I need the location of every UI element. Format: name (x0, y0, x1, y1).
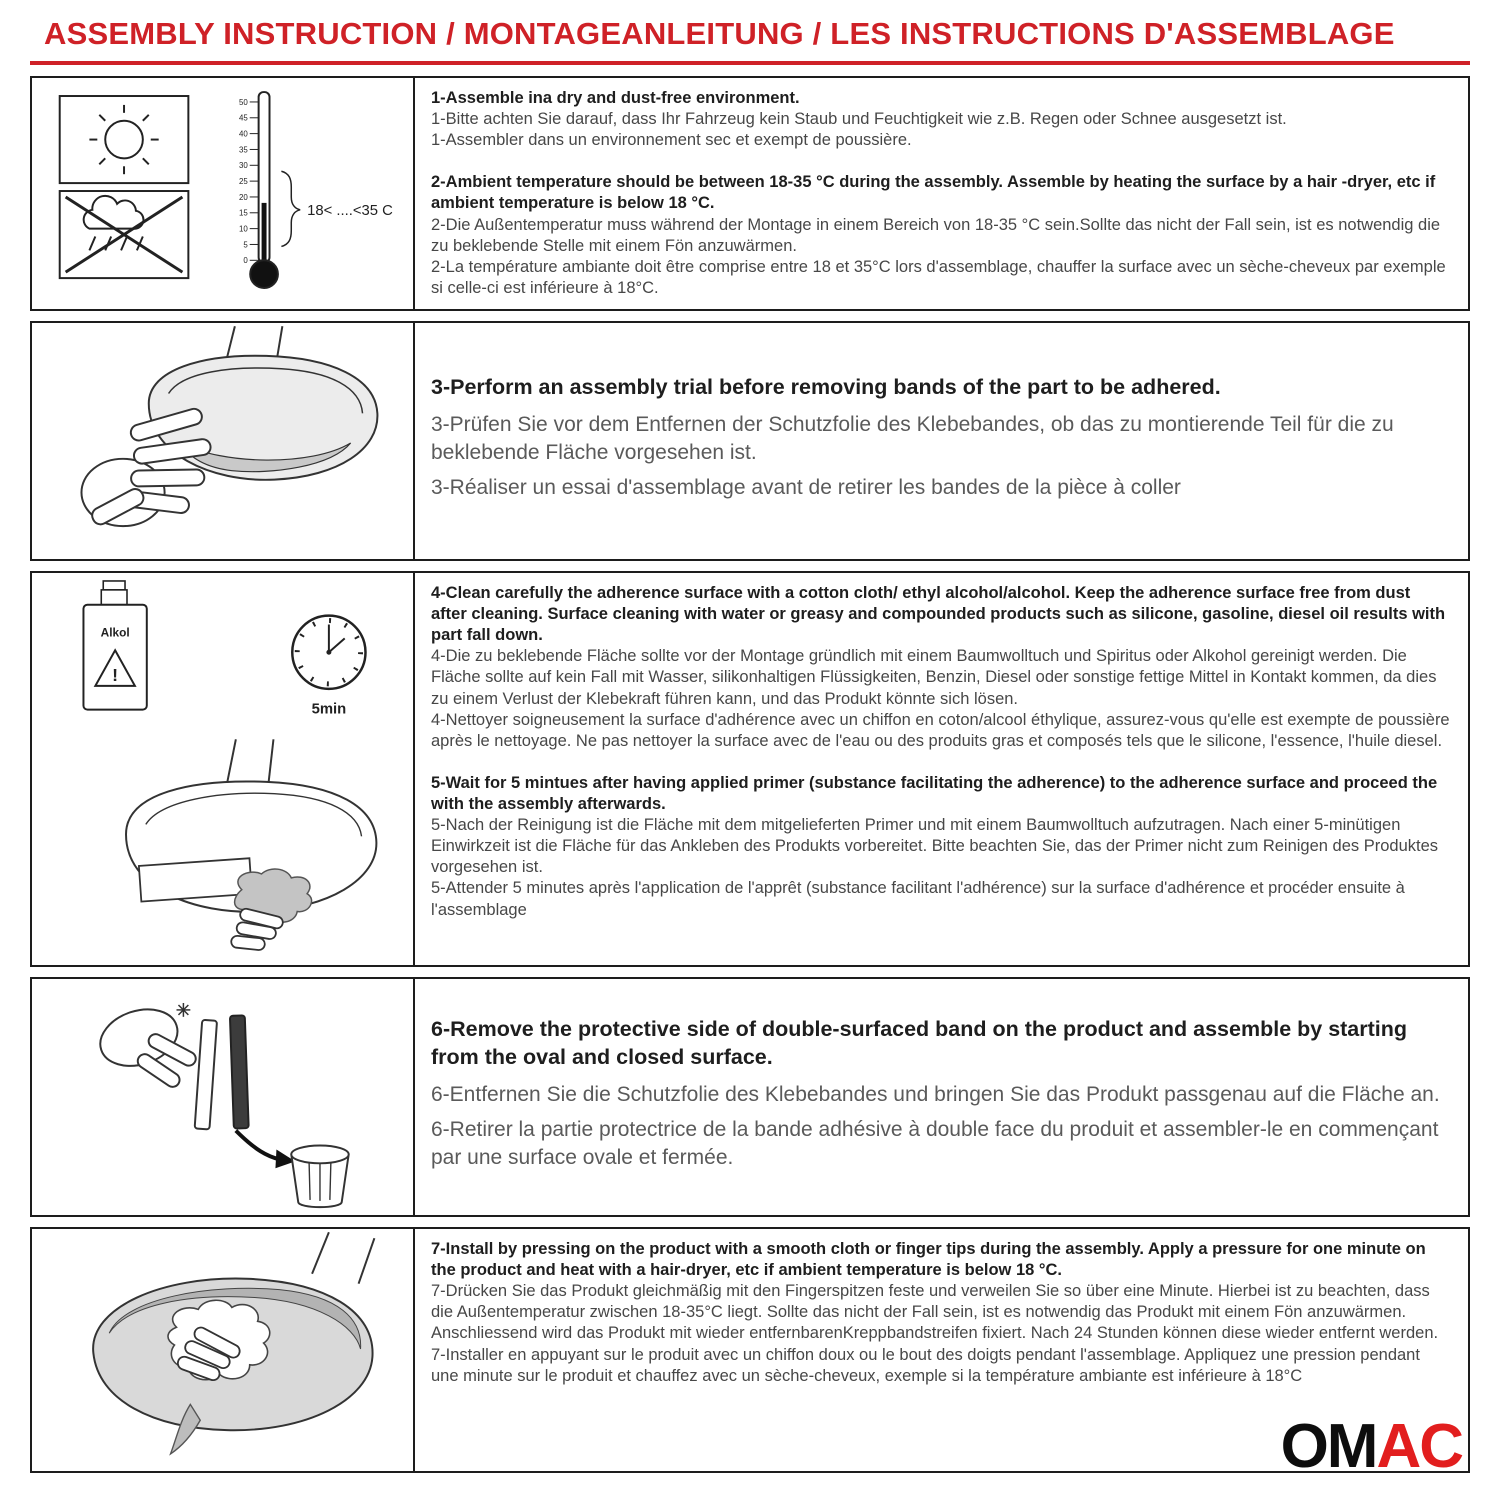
press-install-illustration (30, 1227, 415, 1473)
instruction-en: 4-Clean carefully the adherence surface with a cotton cloth/ ethyl alcohol/alcohol. Keep the adherence surface free from dust after cleaning. Surface cleaning with water or greasy and compounded products such as silicone, gasoline, diesel oil results with part fall down. (431, 583, 1446, 645)
section-remove-protective-band (30, 977, 1470, 1217)
warning-mark: ! (112, 664, 119, 685)
temperature-range-label: 18< ....<35 C (307, 202, 393, 219)
no-rain-icon (60, 191, 189, 278)
thermometer-tick-label: 5 (243, 240, 248, 250)
instruction-fr: 3-Réaliser un essai d'assemblage avant de retirer les bandes de la pièce à coller (431, 475, 1181, 499)
alcohol-bottle-icon (83, 581, 146, 710)
arrow-icon (236, 1131, 295, 1169)
section-1-text (415, 76, 1470, 311)
page-title: ASSEMBLY INSTRUCTION / MONTAGEANLEITUNG / LES INSTRUCTIONS D'ASSEMBLAGE (44, 16, 1395, 51)
cleaning-primer-illustration (30, 571, 415, 967)
cleaning-primer-svg (32, 573, 413, 965)
thermometer-tick-label: 40 (238, 129, 248, 139)
thermometer-tick-label: 0 (243, 256, 248, 266)
thermometer-tick-label: 20 (238, 192, 248, 202)
instruction-fr: 2-La température ambiante doit être comprise entre 18 et 35°C lors d'assemblage, chauffer la surface avec un sèche-cheveux par exemple si celle-ci est inférieure à 18°C. (431, 257, 1446, 297)
sun-icon (60, 96, 189, 183)
mirror-cleaning-icon (126, 739, 376, 950)
instruction-fr: 5-Attender 5 minutes après l'application de l'apprêt (substance facilitant l'adhérence) sur la surface d'adhérence et procéder ensuite à l'assemblage (431, 879, 1405, 919)
clock-duration-label: 5min (311, 701, 347, 718)
instruction-de: 3-Prüfen Sie vor dem Entfernen der Schutzfolie des Klebebandes, ob das zu montierende Teil für die zu beklebende Fläche vorgesehen ist. (431, 412, 1394, 464)
instruction-de: 5-Nach der Reinigung ist die Fläche mit dem mitgelieferten Primer und mit einem Baumwolltuch aufzutragen. Nach einer 5-minütigen Einwirkzeit ist die Fläche für das Ankleben des Produkts vorbereitet. Bitte beachten Sie, das der Primer nicht zum Reinigen des Produktes vorgesehen ist. (431, 816, 1439, 877)
clock-icon (292, 616, 365, 718)
environment-temperature-illustration (30, 76, 415, 311)
thermometer-tick-label: 15 (238, 208, 248, 218)
assembly-trial-illustration (30, 321, 415, 561)
instruction-fr: 7-Installer en appuyant sur le produit avec un chiffon doux ou le bout des doigts pendant l'assemblage. Appliquez une pression pendant une minute sur le produit et chauffez avec un sèche-cheveux, exemple si la température ambiante est inférieure à 18°C (431, 1345, 1420, 1385)
thermometer-tick-label: 25 (238, 177, 248, 187)
instruction-en: 3-Perform an assembly trial before removing bands of the part to be adhered. (431, 374, 1221, 399)
section-assembly-trial (30, 321, 1470, 561)
remove-band-illustration (30, 977, 415, 1217)
section-environment-temperature (30, 76, 1470, 311)
instruction-fr: 6-Retirer la partie protectrice de la bande adhésive à double face du produit et assembler-le en commençant par une surface ovale et fermée. (431, 1118, 1439, 1170)
hand-icon (81, 407, 211, 527)
instruction-fr: 1-Assembler dans un environnement sec et exempt de poussière. (431, 131, 912, 150)
document-header (0, 0, 1500, 52)
thermometer-tick-label: 35 (238, 145, 248, 155)
sparkle-icon (176, 1003, 190, 1017)
hand-icon (93, 1000, 198, 1090)
instruction-de: 1-Bitte achten Sie darauf, dass Ihr Fahrzeug kein Staub und Feuchtigkeit wie z.B. Regen oder Schnee ausgesetzt ist. (431, 110, 1287, 129)
instruction-de: 4-Die zu beklebende Fläche sollte vor der Montage gründlich mit einem Baumwolltuch und Spiritus oder Alkohol gereinigt werden. Die Fläche sollte auf kein Fall mit Wasser, silikonhaltigen Flüssigkeiten, Benzin, Diesel oder sonstige fettige Mittel in Kontakt kommen, da dies zu einem Verlust der Klebekraft führen kann, und das Produkt könnte sich lösen. (431, 647, 1437, 708)
thermometer-tick-label: 10 (238, 224, 248, 234)
trash-can-icon (291, 1145, 348, 1207)
section-cleaning-primer (30, 571, 1470, 967)
instruction-fr: 4-Nettoyer soigneusement la surface d'adhérence avec un chiffon en coton/alcool éthylique, assurez-vous qu'elle est exempte de poussière après le nettoyage. Ne pas nettoyer la surface avec de l'eau ou des produits gras et composés tels que le silicone, l'essence, l'huile diesel. (431, 710, 1450, 750)
environment-temperature-svg (32, 78, 413, 309)
instruction-en: 7-Install by pressing on the product with a smooth cloth or finger tips during the assembly. Apply a pressure for one minute on the product and heat with a hair-dryer, etc if ambient temperature is below 18 °C. (431, 1239, 1426, 1280)
peel-band-trash-svg (32, 979, 413, 1215)
logo-text-black: OM (1280, 1412, 1377, 1481)
section-3-text (415, 571, 1470, 967)
thermometer-tick-label: 30 (238, 161, 248, 171)
instruction-rows (30, 76, 1470, 1473)
instruction-en: 6-Remove the protective side of double-surfaced band on the product and assemble by starting from the oval and closed surface. (431, 1016, 1408, 1070)
hand-holding-mirror-cover-icon (32, 323, 413, 559)
range-brace (281, 171, 300, 246)
thermometer-tick-label: 45 (238, 113, 248, 123)
instruction-en: 5-Wait for 5 mintues after having applied primer (substance facilitating the adherence) to the adherence surface and proceed the with the assembly afterwards. (431, 773, 1438, 813)
omac-logo (1280, 1412, 1462, 1481)
section-4-text (415, 977, 1470, 1217)
instruction-de: 6-Entfernen Sie die Schutzfolie des Klebebandes und bringen Sie das Produkt passgenau auf die Fläche an. (431, 1083, 1440, 1107)
title-underline (30, 61, 1470, 65)
adhesive-band-strips-icon (195, 1015, 249, 1129)
section-2-text (415, 321, 1470, 561)
thermometer-tick-label: 50 (238, 97, 248, 107)
thermometer-icon (239, 92, 393, 288)
instruction-en: 1-Assemble ina dry and dust-free environment. (431, 89, 800, 107)
instruction-en: 2-Ambient temperature should be between 18-35 °C during the assembly. Assemble by heating the surface by a hair -dryer, etc if ambient temperature is below 18 °C. (431, 173, 1436, 213)
instruction-de: 2-Die Außentemperatur muss während der Montage in einem Bereich von 18-35 °C sein.Sollte das nicht der Fall sein, ist es notwendig die zu beklebende Stelle mit einem Fön anzuwärmen. (431, 215, 1441, 255)
press-product-svg (32, 1229, 413, 1471)
instruction-de: 7-Drücken Sie das Produkt gleichmäßig mit den Fingerspitzen feste und verweilen Sie so über eine Minute. Hierbei ist zu beachten, dass die Außentemperatur zwischen 18-35°C liegt. Sollte das nicht der Fall sein, ist es notwendig das Produkt mit einem Fön anzuwärmen. Anschliessend wird das Produkt mit wieder entfernbarenKreppbandstreifen fixiert. Nach 24 Stunden können diese wieder entfernt werden. (431, 1282, 1439, 1343)
section-press-install (30, 1227, 1470, 1473)
bottle-label: Alkol (100, 625, 130, 640)
logo-text-red: AC (1376, 1412, 1462, 1481)
